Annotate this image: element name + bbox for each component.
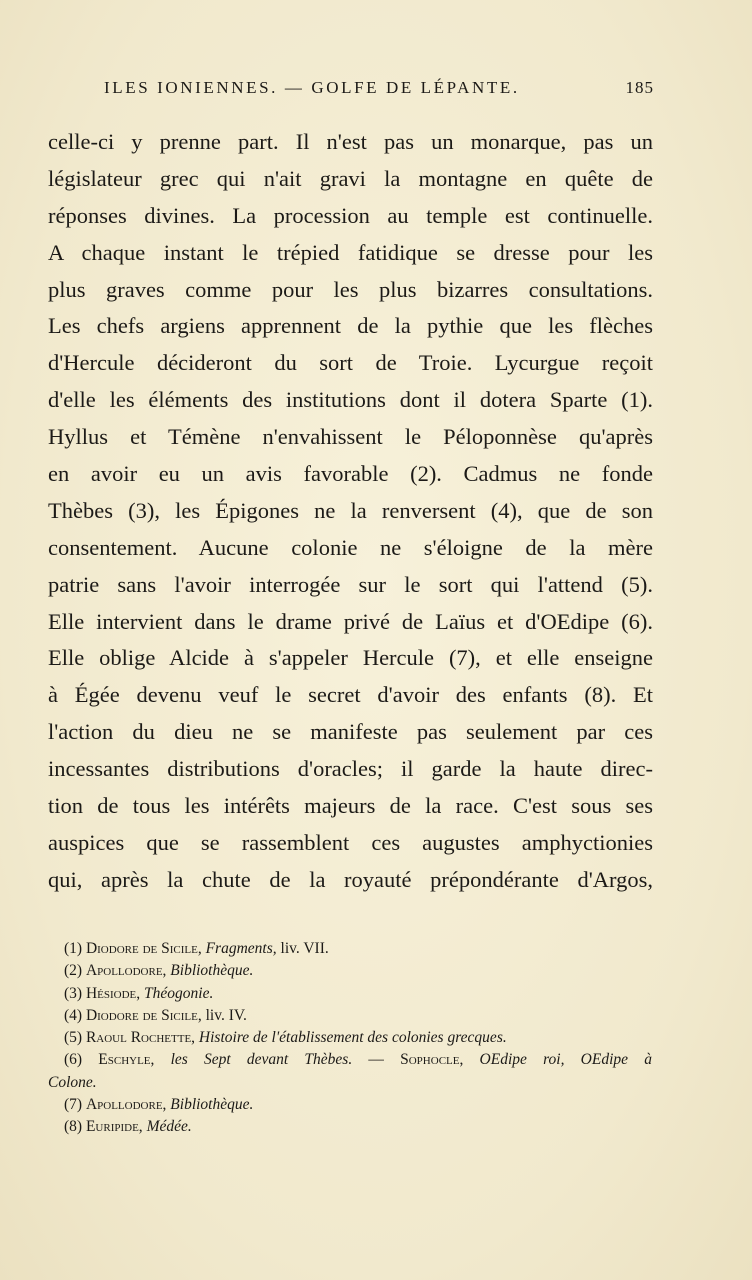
body-line: Hyllus et Témène n'envahissent le Péloponnèse qu'après xyxy=(48,424,653,450)
footnote-author: Apollodore, xyxy=(85,962,167,980)
body-line: patrie sans l'avoir interrogée sur le sort qui l'attend (5). xyxy=(48,571,653,597)
footnote-title: Bibliothèque. xyxy=(170,962,254,980)
body-line: d'elle les éléments des institutions dont il dotera Sparte (1). xyxy=(48,387,653,413)
footnote-rest: liv. VII. xyxy=(280,940,329,957)
footnote-author: Diodore de Sicile, xyxy=(85,1006,202,1024)
body-line: réponses divines. La procession au temple est continuelle. xyxy=(48,202,653,228)
footnote-author: Raoul Rochette, xyxy=(85,1029,196,1047)
footnote xyxy=(48,1094,652,1116)
footnote xyxy=(48,1005,652,1027)
body-line: législateur grec qui n'ait gravi la montagne en quête de xyxy=(48,165,653,191)
footnote-number: (6) xyxy=(64,1051,83,1069)
body-line: l'action du dieu ne se manifeste pas seulement par ces xyxy=(48,719,653,745)
footnote-author: Hésiode, xyxy=(85,984,141,1002)
body-line: qui, après la chute de la royauté prépondérante d'Argos, xyxy=(48,866,653,892)
body-line: Les chefs argiens apprennent de la pythie que les flèches xyxy=(48,313,653,339)
footnote-author: Eschyle, xyxy=(98,1051,155,1069)
footnote-continuation xyxy=(48,1072,652,1094)
body-line: celle-ci y prenne part. Il n'est pas un monarque, pas un xyxy=(48,129,653,154)
body-line: en avoir eu un avis favorable (2). Cadmus ne fonde xyxy=(48,461,653,487)
footnote xyxy=(48,983,652,1005)
footnote-title-continued: Colone. xyxy=(48,1073,97,1091)
footnote-title: Bibliothèque. xyxy=(170,1096,254,1114)
footnote-rest: liv. IV. xyxy=(205,1006,247,1024)
footnote-number: (5) xyxy=(64,1029,83,1047)
footnote-author: Diodore de Sicile, xyxy=(85,940,202,957)
footnote-number: (3) xyxy=(64,984,83,1002)
body-line: incessantes distributions d'oracles; il garde la haute direc- xyxy=(48,756,653,782)
footnote-title: Médée. xyxy=(146,1118,192,1136)
body-line: tion de tous les intérêts majeurs de la race. C'est sous ses xyxy=(48,793,653,819)
body-line: Elle intervient dans le drame privé de Laïus et d'OEdipe (6). xyxy=(48,608,653,634)
body-line: Thèbes (3), les Épigones ne la renversent (4), que de son xyxy=(48,497,653,523)
page-number: 185 xyxy=(625,78,654,97)
footnote-title-2: OEdipe roi, OEdipe à xyxy=(479,1051,652,1069)
footnotes xyxy=(48,938,652,1139)
footnote-rest: — Sophocle, xyxy=(368,1051,464,1069)
footnote-number: (4) xyxy=(64,1006,83,1024)
footnote-number: (7) xyxy=(64,1096,83,1114)
footnote-title: Théogonie. xyxy=(144,984,214,1002)
body-line: à Égée devenu veuf le secret d'avoir des enfants (8). Et xyxy=(48,682,653,708)
running-head xyxy=(104,78,654,102)
footnote xyxy=(48,1116,652,1138)
body-line: A chaque instant le trépied fatidique se dresse pour les xyxy=(48,239,653,265)
body-text xyxy=(48,124,653,899)
footnote-number: (1) xyxy=(64,940,83,957)
footnote-number: (2) xyxy=(64,962,83,980)
footnote xyxy=(48,1049,652,1071)
running-head-title: ILES IONIENNES. — GOLFE DE LÉPANTE. xyxy=(104,78,520,97)
body-line: auspices que se rassemblent ces augustes amphyctionies xyxy=(48,829,653,855)
footnote-title: Histoire de l'établissement des colonies grecques. xyxy=(198,1029,507,1047)
footnote xyxy=(48,960,652,982)
body-line: plus graves comme pour les plus bizarres consultations. xyxy=(48,276,653,302)
footnote-number: (8) xyxy=(64,1118,83,1136)
footnote xyxy=(48,938,652,960)
footnote-first-line xyxy=(48,1049,652,1071)
footnote-author: Apollodore, xyxy=(85,1096,167,1114)
body-line: d'Hercule décideront du sort de Troie. Lycurgue reçoit xyxy=(48,350,653,376)
footnote-title: Fragments, xyxy=(205,940,277,957)
footnote xyxy=(48,1027,652,1049)
body-line: consentement. Aucune colonie ne s'éloigne de la mère xyxy=(48,534,653,560)
body-line: Elle oblige Alcide à s'appeler Hercule (7), et elle enseigne xyxy=(48,645,653,671)
footnote-author: Euripide, xyxy=(85,1118,143,1136)
footnote-title: les Sept devant Thèbes. xyxy=(170,1051,353,1069)
